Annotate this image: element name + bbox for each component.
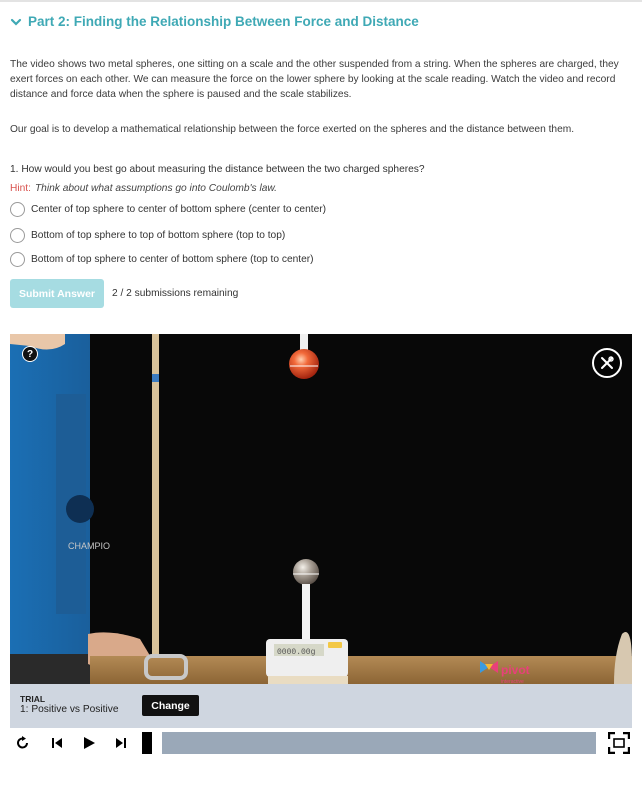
step-back-icon bbox=[51, 737, 63, 749]
option-center-to-center[interactable] bbox=[10, 202, 326, 217]
tools-button[interactable] bbox=[592, 348, 622, 378]
trial-bar bbox=[10, 684, 632, 728]
shirt-graphic: CHAMPIO bbox=[68, 541, 111, 551]
intro-paragraph: The video shows two metal spheres, one sitting on a scale and the other suspended from a string. When the spheres are charged, they exert forces on each other. We can measure the force on the lower sphere by looking at the scale reading. Watch the video and record distance and force data when the sphere is paused and the scale stabilizes. bbox=[10, 59, 619, 100]
pivot-logo-icon bbox=[480, 661, 498, 673]
play-icon bbox=[82, 736, 96, 750]
fullscreen-button[interactable] bbox=[608, 732, 632, 756]
replay-button[interactable] bbox=[12, 730, 34, 756]
submissions-remaining: 2 / 2 submissions remaining bbox=[112, 288, 239, 299]
pivot-logo bbox=[480, 661, 530, 684]
option-top-to-top[interactable] bbox=[10, 228, 285, 243]
part-header[interactable] bbox=[10, 14, 419, 29]
trial-value: 1: Positive vs Positive bbox=[20, 704, 119, 715]
hint-label: Hint: bbox=[10, 183, 31, 194]
submit-answer-button[interactable]: Submit Answer bbox=[10, 279, 104, 308]
step-forward-button[interactable] bbox=[110, 730, 132, 756]
option-label: Bottom of top sphere to center of bottom sphere (top to center) bbox=[31, 254, 314, 265]
top-divider bbox=[0, 0, 642, 2]
step-back-button[interactable] bbox=[46, 730, 68, 756]
option-label: Center of top sphere to center of bottom sphere (center to center) bbox=[31, 204, 327, 215]
scrubber-handle[interactable] bbox=[142, 732, 152, 754]
goal-paragraph: Our goal is to develop a mathematical relationship between the force exerted on the spheres and the distance between them. bbox=[10, 124, 575, 135]
replay-icon bbox=[16, 736, 30, 750]
change-trial-button[interactable]: Change bbox=[142, 695, 199, 716]
radio-button[interactable] bbox=[10, 228, 25, 243]
fullscreen-icon bbox=[608, 732, 630, 754]
option-top-to-center[interactable] bbox=[10, 252, 314, 267]
scale-display: 0000.00g bbox=[277, 648, 316, 657]
hint bbox=[10, 183, 277, 194]
radio-button[interactable] bbox=[10, 252, 25, 267]
hint-text: Think about what assumptions go into Coulomb's law. bbox=[34, 183, 278, 194]
logo-subtitle: interactive bbox=[501, 679, 524, 684]
step-forward-icon bbox=[115, 737, 127, 749]
radio-button[interactable] bbox=[10, 202, 25, 217]
video-player[interactable] bbox=[10, 334, 632, 684]
question-text: 1. How would you best go about measuring the distance between the two charged spheres? bbox=[10, 164, 425, 175]
part-title: Part 2: Finding the Relationship Between Force and Distance bbox=[28, 14, 419, 29]
trial-label: TRIAL bbox=[20, 694, 46, 704]
help-button[interactable]: ? bbox=[22, 346, 38, 362]
logo-word: pivot bbox=[501, 663, 530, 677]
video-frame bbox=[10, 334, 632, 684]
tools-icon bbox=[599, 355, 615, 371]
scrubber-track[interactable] bbox=[162, 732, 596, 754]
video-controls bbox=[10, 730, 632, 756]
option-label: Bottom of top sphere to top of bottom sphere (top to top) bbox=[31, 230, 286, 241]
chevron-down-icon bbox=[10, 16, 22, 28]
play-button[interactable] bbox=[78, 730, 100, 756]
